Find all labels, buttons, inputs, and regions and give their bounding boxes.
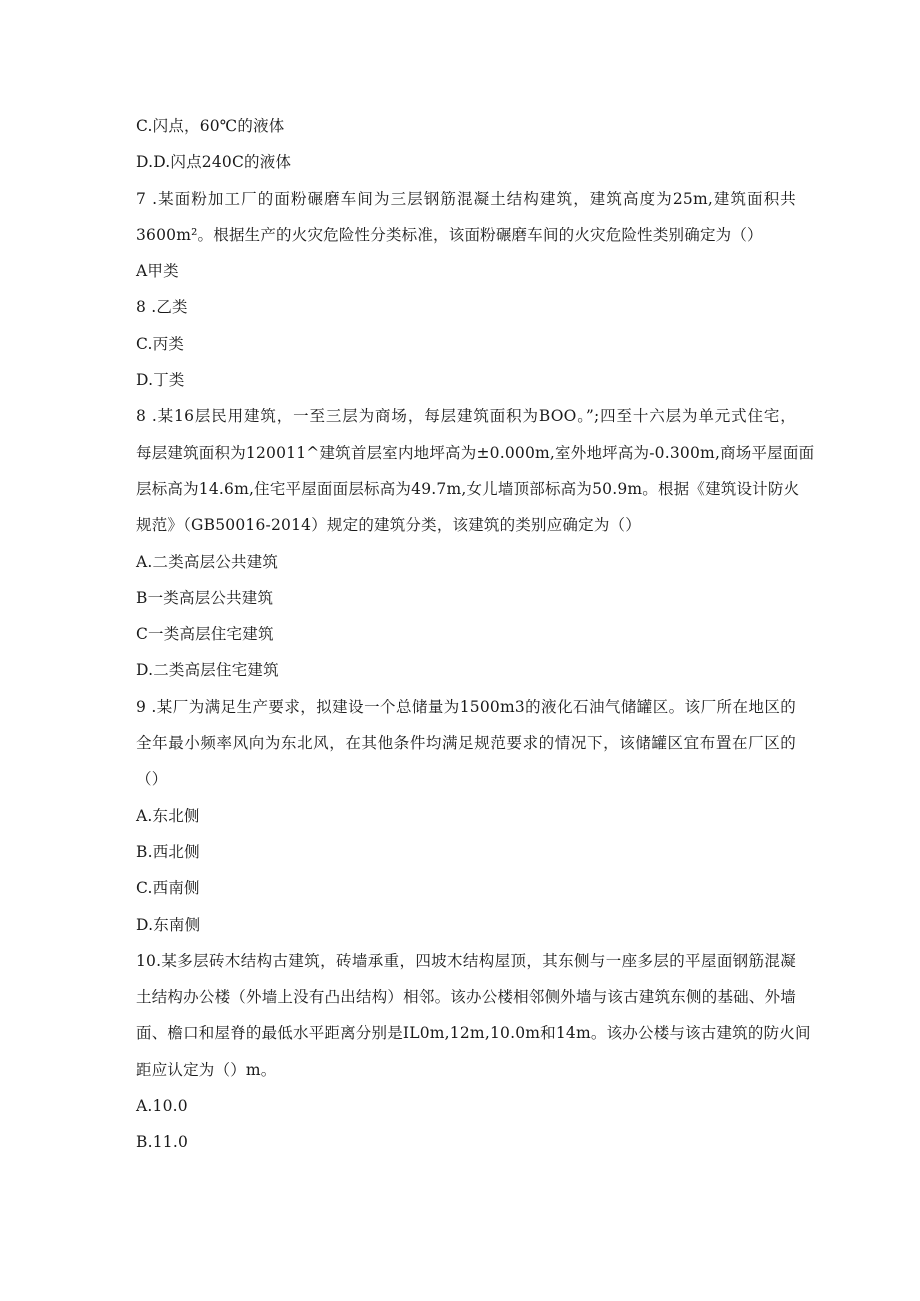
- option-a: A.东北侧: [136, 806, 200, 825]
- question-7-line: 3600m²。根据生产的火灾危险性分类标准，该面粉碾磨车间的火灾危险性类别确定为（）: [136, 225, 763, 244]
- option-d: D.丁类: [136, 371, 185, 390]
- question-10-line: 距应认定为（）m。: [136, 1060, 277, 1079]
- option-d: D.二类高层住宅建筑: [136, 661, 279, 680]
- question-8-line: 每层建筑面积为120011^建筑首层室内地坪高为±0.000m,室外地坪高为-0.300m,商场平屋面面: [136, 443, 815, 462]
- question-7: [136, 181, 796, 254]
- question-10: [136, 943, 811, 1088]
- question-8-line: 规范》（GB50016-2014）规定的建筑分类，该建筑的类别应确定为（）: [136, 516, 641, 535]
- option-a: A.10.0: [136, 1097, 188, 1116]
- option-c: C.丙类: [136, 334, 185, 353]
- option-b: B一类高层公共建筑: [136, 588, 274, 607]
- question-8: [136, 398, 815, 543]
- question-10-line: 土结构办公楼（外墙上没有凸出结构）相邻。该办公楼相邻侧外墙与该古建筑东侧的基础、外墙: [136, 988, 796, 1007]
- document-page: [136, 108, 815, 1161]
- question-8-line: 层标高为14.6m,住宅平屋面面层标高为49.7m,女儿墙顶部标高为50.9m。根据《建筑设计防火: [136, 479, 800, 498]
- option-d: D.D.闪点240C的液体: [136, 153, 292, 172]
- question-10-line: 面、檐口和屋脊的最低水平距离分别是IL0m,12m,10.0m和14m。该办公楼与该古建筑的防火间: [136, 1024, 811, 1043]
- option-c: C一类高层住宅建筑: [136, 625, 274, 644]
- question-9-line: 全年最小频率风向为东北风，在其他条件均满足规范要求的情况下，该储罐区宜布置在厂区的: [136, 734, 796, 753]
- question-9: [136, 689, 796, 798]
- question-9-line: 9 .某厂为满足生产要求，拟建设一个总储量为1500m3的液化石油气储罐区。该厂所在地区的: [136, 697, 796, 716]
- question-8-line: 8 .某16层民用建筑，一至三层为商场，每层建筑面积为BOO。”;四至十六层为单元式住宅，: [136, 407, 796, 426]
- option-c: C.闪点，60℃的液体: [136, 117, 285, 135]
- question-10-line: 10.某多层砖木结构古建筑，砖墙承重，四坡木结构屋顶，其东侧与一座多层的平屋面钢筋混凝: [136, 951, 796, 970]
- option-b: B.西北侧: [136, 842, 200, 861]
- option-a: A.二类高层公共建筑: [136, 552, 279, 571]
- option-d: D.东南侧: [136, 915, 201, 934]
- option-a: A甲类: [136, 262, 179, 281]
- question-9-line: （）: [136, 770, 168, 789]
- question-7-line: 7 .某面粉加工厂的面粉碾磨车间为三层钢筋混凝土结构建筑，建筑高度为25m,建筑面积共: [136, 189, 796, 208]
- option-b: B.11.0: [136, 1133, 189, 1152]
- option-b: 8 .乙类: [136, 298, 188, 317]
- option-c: C.西南侧: [136, 879, 200, 898]
